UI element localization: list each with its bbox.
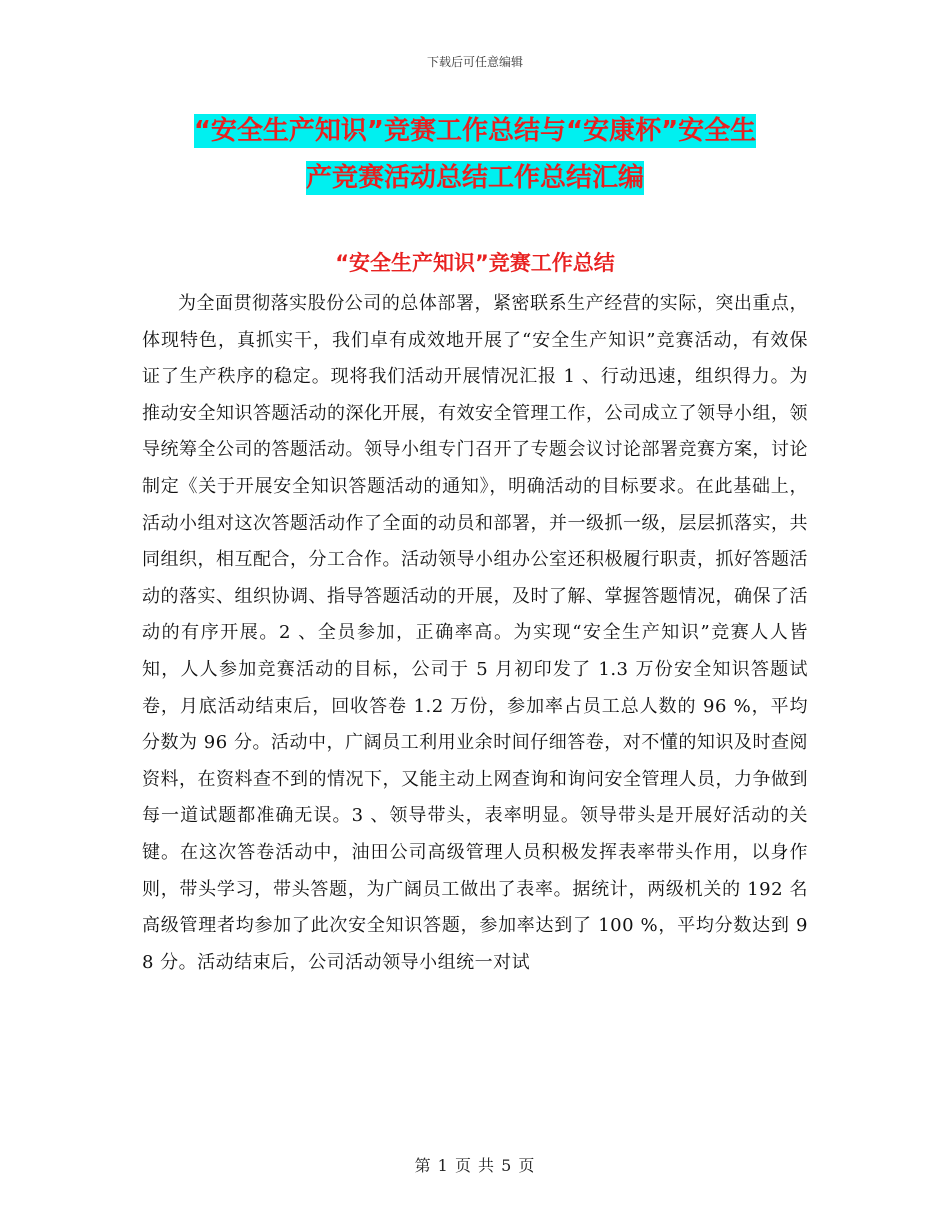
header-note: 下载后可任意编辑 xyxy=(426,55,523,69)
document-title-line2: 产竞赛活动总结工作总结汇编 xyxy=(305,163,644,193)
document-title xyxy=(140,108,810,202)
body-paragraph: 为全面贯彻落实股份公司的总体部署，紧密联系生产经营的实际，突出重点，体现特色，真抓实干，我们卓有成效地开展了“安全生产知识”竞赛活动，有效保证了生产秩序的稳定。现将我们活动开展情况汇报 1 、行动迅速，组织得力。为推动安全知识答题活动的深化开展，有效安全管理工作，公司成立了领导小组，领导统筹全公司的答题活动。领导小组专门召开了专题会议讨论部署竞赛方案，讨论制定《关于开展安全知识答题活动的通知》，明确活动的目标要求。在此基础上，活动小组对这次答题活动作了全面的动员和部署，并一级抓一级，层层抓落实，共同组织，相互配合，分工合作。活动领导小组办公室还积极履行职责，抓好答题活动的落实、组织协调、指导答题活动的开展，及时了解、掌握答题情况，确保了活动的有序开展。2 、全员参加，正确率高。为实现“安全生产知识”竞赛人人皆知，人人参加竞赛活动的目标，公司于 5 月初印发了 1.3 万份安全知识答题试卷，月底活动结束后，回收答卷 1.2 万份，参加率占员工总人数的 96 %，平均分数为 96 分。活动中，广阔员工利用业余时间仔细答卷，对不懂的知识及时查阅资料，在资料查不到的情况下，又能主动上网查询和询问安全管理人员，力争做到每一道试题都准确无误。3 、领导带头，表率明显。领导带头是开展好活动的关键。在这次答卷活动中，油田公司高级管理人员积极发挥表率带头作用，以身作则，带头学习，带头答题，为广阔员工做出了表率。据统计，两级机关的 192 名高级管理者均参加了此次安全知识答题，参加率达到了 100 %，平均分数达到 98 分。活动结束后，公司活动领导小组统一对试 xyxy=(142,293,808,973)
document-title-line1: “安全生产知识”竞赛工作总结与“安康杯”安全生 xyxy=(193,116,757,146)
section-title: “安全生产知识”竞赛工作总结 xyxy=(335,251,615,275)
page-number-footer: 第 1 页 共 5 页 xyxy=(414,1156,536,1175)
